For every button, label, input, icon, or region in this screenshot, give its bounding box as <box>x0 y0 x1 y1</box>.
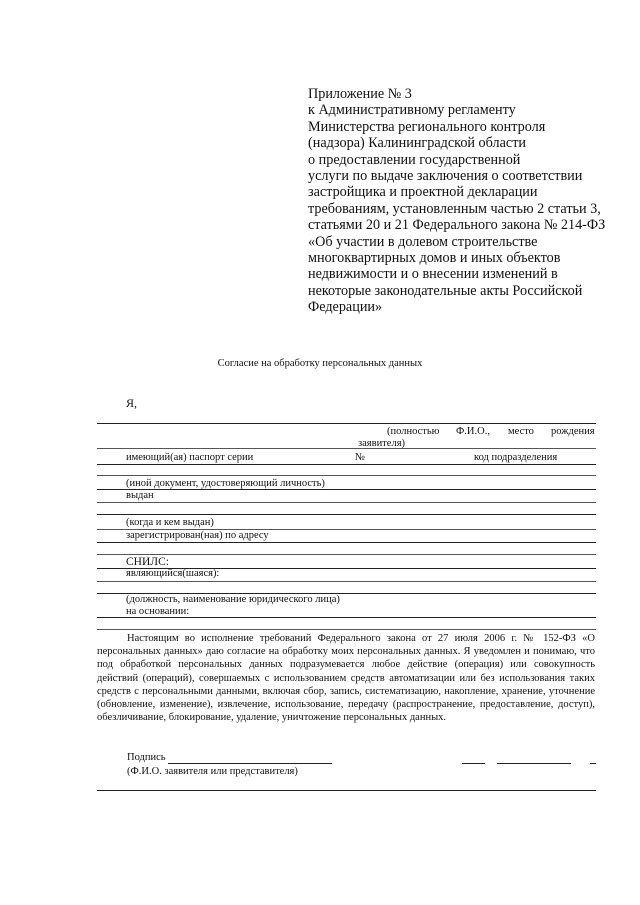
being-line[interactable] <box>97 581 596 582</box>
ya-label: Я, <box>126 396 138 410</box>
fio-hint: место <box>508 426 534 437</box>
appendix-line: Приложение № 3 <box>308 86 412 102</box>
signature-fio-label: (Ф.И.О. заявителя или представителя) <box>127 766 298 777</box>
appendix-line: к Административному регламенту <box>308 102 516 119</box>
appendix-line: недвижимости и о внесении изменений в <box>308 266 558 283</box>
being-label: являющийся(шаяся): <box>126 568 220 579</box>
fio-hint: Ф.И.О., <box>456 426 490 437</box>
basis-label: на основании: <box>126 606 190 617</box>
address-line-2[interactable] <box>97 554 596 555</box>
appendix-line: «Об участии в долевом строительстве <box>308 233 538 250</box>
appendix-line: статьями 20 и 21 Федерального закона № 214-ФЗ <box>308 217 606 234</box>
consent-paragraph <box>97 632 595 724</box>
registered-label: зарегистрирован(ная) по адресу <box>126 530 269 541</box>
bottom-line <box>97 790 596 791</box>
passport-line[interactable] <box>97 464 596 465</box>
appendix-line: Министерства регионального контроля <box>308 118 546 135</box>
date-line-1[interactable] <box>462 763 485 764</box>
date-line-3[interactable] <box>590 763 596 764</box>
other-doc-label: (иной документ, удостоверяющий личность) <box>126 478 325 489</box>
number-label: № <box>355 452 366 463</box>
issued-line-2[interactable] <box>97 514 596 515</box>
fio-line-2[interactable] <box>97 448 596 449</box>
appendix-line: многоквартирных домов и иных объектов <box>308 250 561 267</box>
other-doc-underline[interactable] <box>97 489 596 490</box>
document-title: Согласие на обработку персональных данных <box>217 358 423 369</box>
appendix-header <box>308 86 608 316</box>
issued-label: выдан <box>126 490 154 501</box>
snils-label: СНИЛС: <box>126 556 169 568</box>
appendix-line: некоторые законодательные акты Российской <box>308 282 583 299</box>
address-line[interactable] <box>97 542 596 543</box>
fio-hint: заявителя) <box>358 438 406 449</box>
signature-label: Подпись <box>127 752 166 763</box>
division-code-label: код подразделения <box>474 452 558 463</box>
fio-hint: (полностью <box>387 426 440 437</box>
appendix-line: (надзора) Калининградской области <box>308 135 526 152</box>
position-label: (должность, наименование юридического лица) <box>126 594 340 605</box>
appendix-line: о предоставлении государственной <box>308 151 521 168</box>
signature-line[interactable] <box>168 763 332 764</box>
consent-text: Настоящим во исполнение требований Федерального закона от 27 июля 2006 г. № 152-ФЗ «О персональных данных» даю согласие на обработку моих персональных данных. Я уведомлен и понимаю, что под обработкой персональных данных подразумевается любое действие (операция) или совокупность действий (операций), совершаемых с использованием средств автоматизации или без использования таких средств с персональными данными, включая сбор, запись, систематизацию, накопление, хранение, уточнение (обновление, изменение), извлечение, использование, передачу (распространение, предоставление, доступ), обезличивание, блокирование, удаление, уничтожение персональных данных. <box>97 633 595 724</box>
basis-line[interactable] <box>97 617 596 618</box>
basis-line-2[interactable] <box>97 629 596 630</box>
when-by-whom-label: (когда и кем выдан) <box>126 517 214 528</box>
appendix-line: застройщика и проектной декларации <box>308 184 538 201</box>
issued-line[interactable] <box>97 502 596 503</box>
appendix-line: услуги по выдаче заключения о соответствии <box>308 168 583 185</box>
other-doc-line[interactable] <box>97 475 596 476</box>
appendix-line: Федерации» <box>308 299 383 316</box>
appendix-line: требованиям, установленным частью 2 статьи 3, <box>308 200 601 217</box>
date-line-2[interactable] <box>497 763 571 764</box>
fio-hint: рождения <box>551 426 595 437</box>
fio-line[interactable] <box>97 423 596 424</box>
passport-label: имеющий(ая) паспорт серии <box>126 452 254 463</box>
